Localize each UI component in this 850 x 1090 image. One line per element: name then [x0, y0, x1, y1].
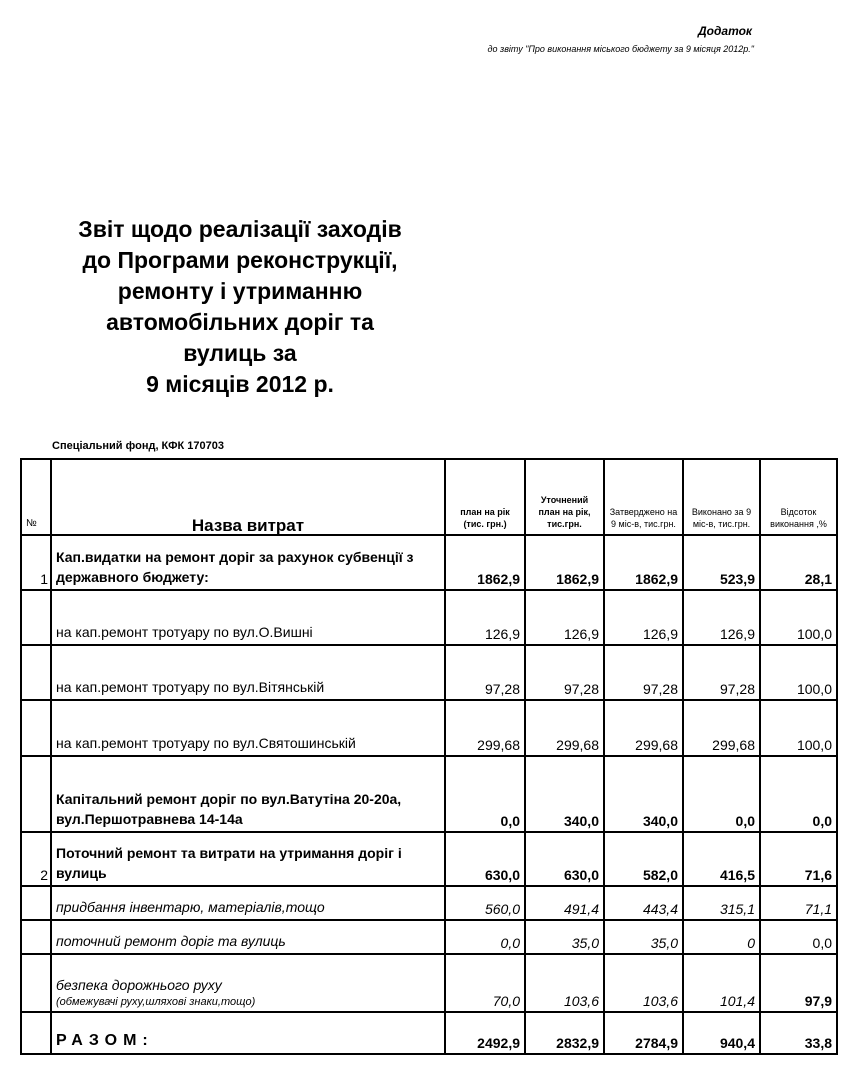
cell-approved: 1862,9 [604, 535, 683, 590]
cell-plan-refined: 1862,9 [525, 535, 604, 590]
cell-approved: 443,4 [604, 886, 683, 920]
title-line: до Програми реконструкції, [82, 247, 398, 273]
cell-plan-refined: 340,0 [525, 756, 604, 832]
title-line: Звіт щодо реалізації заходів [78, 216, 402, 242]
cell-plan-year: 299,68 [445, 700, 525, 756]
row-name: Кап.видатки на ремонт доріг за рахунок субвенції з державного бюджету: [51, 535, 445, 590]
row-name: на кап.ремонт тротуару по вул.Святошинській [51, 700, 445, 756]
row-name: поточний ремонт доріг та вулиць [51, 920, 445, 954]
cell-done: 523,9 [683, 535, 760, 590]
title-line: 9 місяців 2012 р. [146, 371, 334, 397]
total-plan-refined: 2832,9 [525, 1012, 604, 1054]
cell-percent: 71,6 [760, 832, 837, 886]
cell-approved: 340,0 [604, 756, 683, 832]
cell-done: 97,28 [683, 645, 760, 700]
cell-plan-year: 126,9 [445, 590, 525, 645]
total-label-cell [51, 1012, 445, 1054]
row-number [21, 954, 51, 1012]
row-number [21, 700, 51, 756]
column-header-approved: Затверджено на 9 міс-в, тис.грн. [604, 459, 683, 535]
row-number [21, 756, 51, 832]
column-header-name: Назва витрат [51, 459, 445, 535]
column-header-plan-year: план на рік (тис. грн.) [445, 459, 525, 535]
cell-percent: 97,9 [760, 954, 837, 1012]
cell-percent: 100,0 [760, 590, 837, 645]
total-row [21, 1012, 837, 1054]
row-name: на кап.ремонт тротуару по вул.О.Вишні [51, 590, 445, 645]
total-plan-year: 2492,9 [445, 1012, 525, 1054]
row-name: на кап.ремонт тротуару по вул.Вітянській [51, 645, 445, 700]
row-number [21, 1012, 51, 1054]
cell-plan-year: 70,0 [445, 954, 525, 1012]
cell-done: 416,5 [683, 832, 760, 886]
row-number: 1 [21, 535, 51, 590]
cell-approved: 299,68 [604, 700, 683, 756]
cell-percent: 100,0 [760, 645, 837, 700]
row-name: Капітальний ремонт доріг по вул.Ватутіна 20-20а, вул.Першотравнева 14-14а [51, 756, 445, 832]
cell-percent: 100,0 [760, 700, 837, 756]
table-header-row [21, 459, 837, 535]
table-row [21, 756, 837, 832]
report-title [30, 214, 450, 400]
row-subnote: (обмежувачі руху,шляхові знаки,тощо) [56, 996, 256, 1008]
cell-plan-refined: 491,4 [525, 886, 604, 920]
title-line: автомобільних доріг та [106, 309, 374, 335]
cell-done: 0,0 [683, 756, 760, 832]
total-done: 940,4 [683, 1012, 760, 1054]
addendum-note: до звіту "Про виконання міського бюджету за 9 місяця 2012р." [487, 44, 754, 54]
cell-plan-year: 560,0 [445, 886, 525, 920]
table-row [21, 920, 837, 954]
total-label: РАЗОМ: [56, 1032, 154, 1049]
cell-percent: 28,1 [760, 535, 837, 590]
table-row [21, 700, 837, 756]
table-row [21, 535, 837, 590]
addendum-title: Додаток [697, 24, 752, 38]
cell-done: 0 [683, 920, 760, 954]
expense-table [20, 458, 838, 1055]
row-number [21, 920, 51, 954]
row-name: Поточний ремонт та витрати на утримання доріг і вулиць [51, 832, 445, 886]
cell-plan-refined: 126,9 [525, 590, 604, 645]
row-number [21, 886, 51, 920]
table-row [21, 590, 837, 645]
cell-approved: 103,6 [604, 954, 683, 1012]
cell-percent: 71,1 [760, 886, 837, 920]
title-line: ремонту і утриманню [117, 278, 363, 304]
cell-done: 299,68 [683, 700, 760, 756]
cell-plan-refined: 299,68 [525, 700, 604, 756]
cell-done: 101,4 [683, 954, 760, 1012]
table-row [21, 645, 837, 700]
table-row [21, 886, 837, 920]
cell-approved: 126,9 [604, 590, 683, 645]
cell-approved: 97,28 [604, 645, 683, 700]
title-line: вулиць за [183, 340, 297, 366]
cell-plan-refined: 103,6 [525, 954, 604, 1012]
column-header-done: Виконано за 9 міс-в, тис.грн. [683, 459, 760, 535]
cell-plan-year: 0,0 [445, 920, 525, 954]
cell-plan-year: 630,0 [445, 832, 525, 886]
total-percent: 33,8 [760, 1012, 837, 1054]
cell-approved: 35,0 [604, 920, 683, 954]
cell-plan-refined: 630,0 [525, 832, 604, 886]
cell-plan-refined: 97,28 [525, 645, 604, 700]
cell-approved: 582,0 [604, 832, 683, 886]
cell-done: 315,1 [683, 886, 760, 920]
total-approved: 2784,9 [604, 1012, 683, 1054]
column-header-plan-refined: Уточнений план на рік, тис.грн. [525, 459, 604, 535]
table-row [21, 954, 837, 1012]
table-row [21, 832, 837, 886]
cell-percent: 0,0 [760, 756, 837, 832]
row-name: придбання інвентарю, матеріалів,тощо [51, 886, 445, 920]
cell-done: 126,9 [683, 590, 760, 645]
column-header-no: № [21, 459, 51, 535]
row-number [21, 590, 51, 645]
fund-label: Спеціальний фонд, КФК 170703 [52, 440, 224, 452]
cell-plan-year: 1862,9 [445, 535, 525, 590]
cell-percent: 0,0 [760, 920, 837, 954]
column-header-percent: Відсоток виконання ,% [760, 459, 837, 535]
row-name: безпека дорожнього руху [56, 977, 222, 993]
row-number: 2 [21, 832, 51, 886]
cell-plan-refined: 35,0 [525, 920, 604, 954]
row-name-cell [51, 954, 445, 1012]
row-number [21, 645, 51, 700]
cell-plan-year: 97,28 [445, 645, 525, 700]
cell-plan-year: 0,0 [445, 756, 525, 832]
